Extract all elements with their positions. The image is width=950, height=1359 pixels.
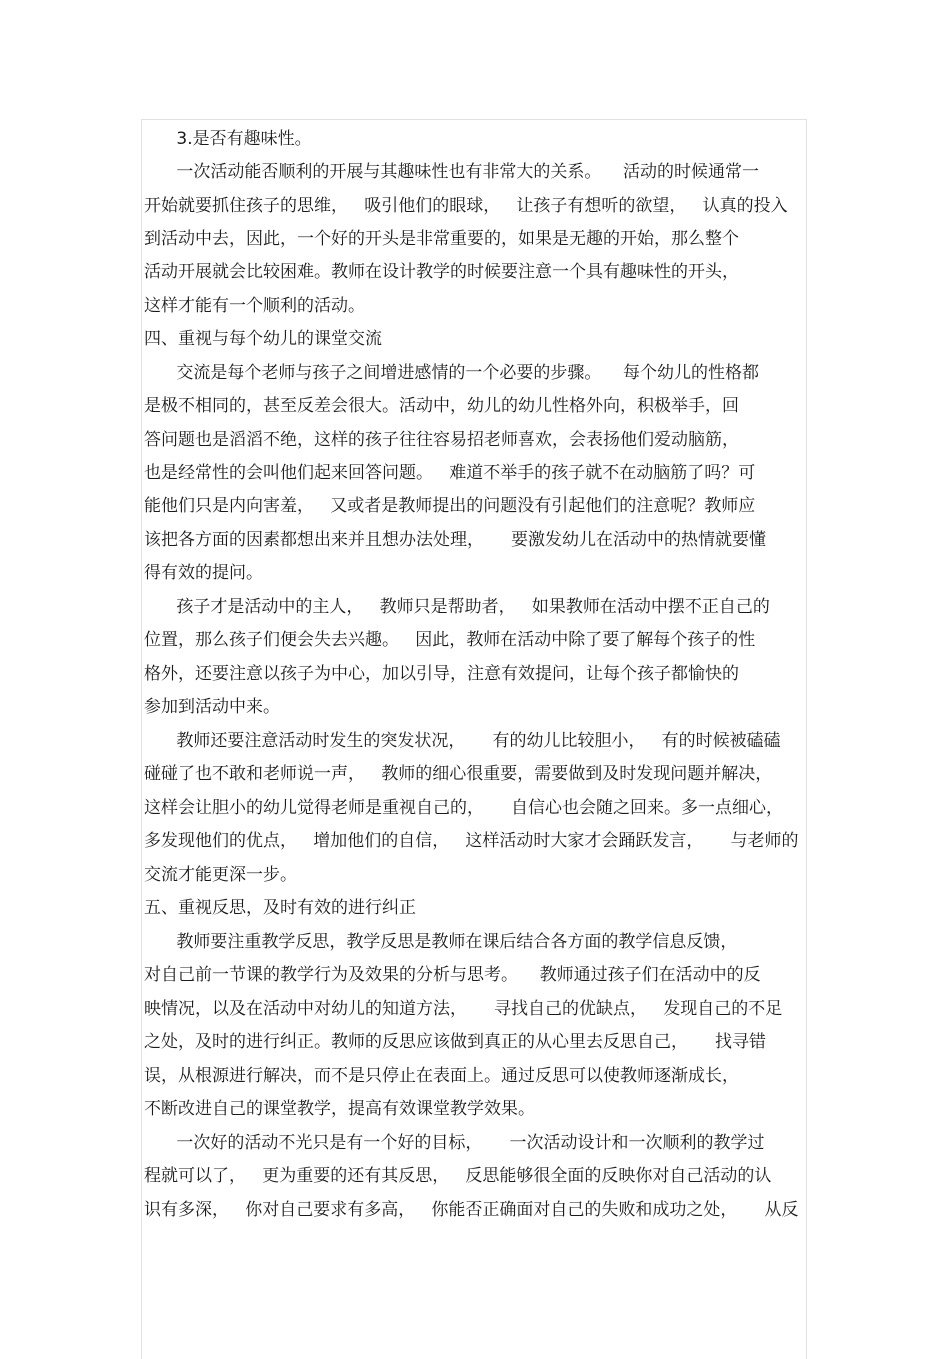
text-line: 碰碰了也不敢和老师说一声， 教师的细心很重要，需要做到及时发现问题并解决， xyxy=(144,764,773,784)
text-line: 是极不相同的，甚至反差会很大。活动中，幼儿的幼儿性格外向，积极举手，回 xyxy=(144,396,739,416)
text-line: 教师还要注意活动时发生的突发状况， 有的幼儿比较胆小， 有的时候被磕磕 xyxy=(144,731,781,751)
text-line: 3.是否有趣味性。 xyxy=(144,129,312,149)
text-line: 映情况，以及在活动中对幼儿的知道方法， 寻找自己的优缺点， 发现自己的不足 xyxy=(144,999,783,1019)
text-line: 答问题也是滔滔不绝，这样的孩子往往容易招老师喜欢，会表扬他们爱动脑筋， xyxy=(144,430,739,450)
text-line: 活动开展就会比较困难。教师在设计教学的时候要注意一个具有趣味性的开头， xyxy=(144,262,739,282)
text-line: 交流才能更深一步。 xyxy=(144,865,297,885)
text-line: 到活动中去，因此，一个好的开头是非常重要的，如果是无趣的开始，那么整个 xyxy=(144,229,739,249)
text-line: 对自己前一节课的教学行为及效果的分析与思考。 教师通过孩子们在活动中的反 xyxy=(144,965,761,985)
text-line: 程就可以了， 更为重要的还有其反思， 反思能够很全面的反映你对自己活动的认 xyxy=(144,1166,772,1186)
text-line: 识有多深， 你对自己要求有多高， 你能否正确面对自己的失败和成功之处， 从反 xyxy=(144,1200,799,1220)
text-line: 四、重视与每个幼儿的课堂交流 xyxy=(144,329,382,349)
text-line: 教师要注重教学反思，教学反思是教师在课后结合各方面的教学信息反馈， xyxy=(144,932,738,952)
text-line: 位置，那么孩子们便会失去兴趣。 因此，教师在活动中除了要了解每个孩子的性 xyxy=(144,630,756,650)
text-line: 误，从根源进行解决，而不是只停止在表面上。通过反思可以使教师逐渐成长， xyxy=(144,1066,739,1086)
text-line: 参加到活动中来。 xyxy=(144,697,280,717)
text-line: 该把各方面的因素都想出来并且想办法处理， 要激发幼儿在活动中的热情就要懂 xyxy=(144,530,767,550)
text-line: 之处，及时的进行纠正。教师的反思应该做到真正的从心里去反思自己， 找寻错 xyxy=(144,1032,767,1052)
text-line: 一次活动能否顺利的开展与其趣味性也有非常大的关系。 活动的时候通常一 xyxy=(144,162,760,182)
text-line: 这样会让胆小的幼儿觉得老师是重视自己的， 自信心也会随之回来。多一点细心， xyxy=(144,798,784,818)
text-line: 格外，还要注意以孩子为中心，加以引导，注意有效提问，让每个孩子都愉快的 xyxy=(144,664,739,684)
text-line: 这样才能有一个顺利的活动。 xyxy=(144,296,365,316)
text-line: 一次好的活动不光只是有一个好的目标， 一次活动设计和一次顺利的教学过 xyxy=(144,1133,765,1153)
text-line: 也是经常性的会叫他们起来回答问题。 难道不举手的孩子就不在动脑筋了吗？可 xyxy=(144,463,756,483)
text-line: 得有效的提问。 xyxy=(144,563,263,583)
text-line: 多发现他们的优点， 增加他们的自信， 这样活动时大家才会踊跃发言， 与老师的 xyxy=(144,831,799,851)
text-line: 不断改进自己的课堂教学，提高有效课堂教学效果。 xyxy=(144,1099,535,1119)
text-line: 五、重视反思，及时有效的进行纠正 xyxy=(144,898,416,918)
text-line: 开始就要抓住孩子的思维， 吸引他们的眼球， 让孩子有想听的欲望， 认真的投入 xyxy=(144,196,788,216)
text-line: 能他们只是内向害羞， 又或者是教师提出的问题没有引起他们的注意呢？教师应 xyxy=(144,496,756,516)
text-line: 交流是每个老师与孩子之间增进感情的一个必要的步骤。 每个幼儿的性格都 xyxy=(144,363,760,383)
text-line: 孩子才是活动中的主人， 教师只是帮助者， 如果教师在活动中摆不正自己的 xyxy=(144,597,770,617)
